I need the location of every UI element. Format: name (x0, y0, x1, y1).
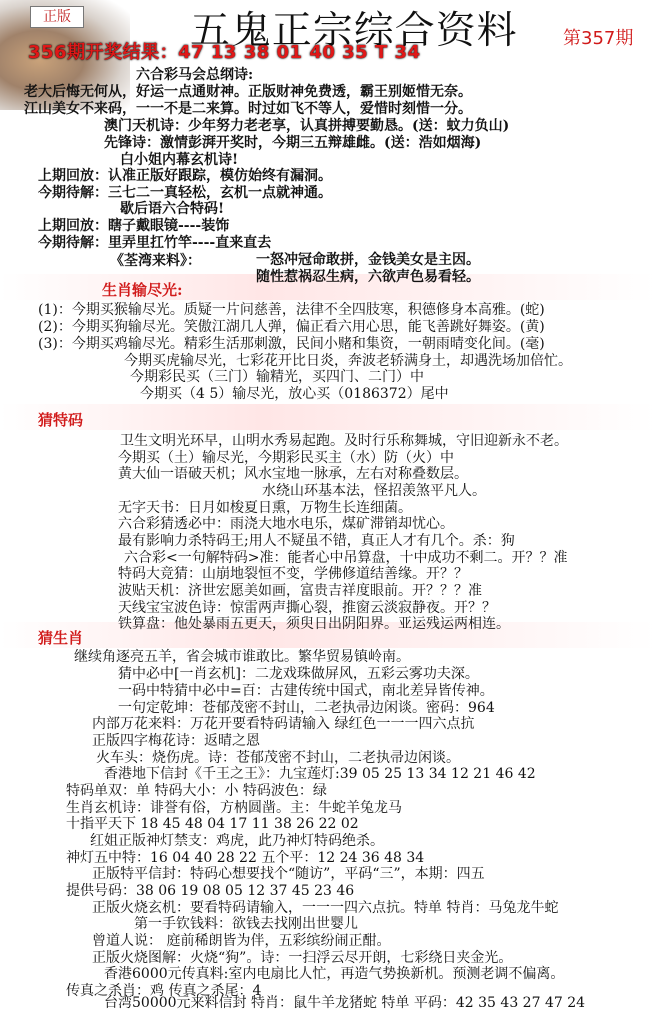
text-line: 十指平天下 18 45 48 04 17 11 38 26 22 02 (66, 816, 359, 832)
section-band (0, 404, 656, 430)
text-line: 歇后语六合特码! (120, 201, 225, 217)
text-line: 先锋诗：激情彭湃开奖时，今期三五辩雄雌。(送：浩如烟海) (104, 135, 482, 151)
text-line: 天线宝宝波色诗：惊雷两声撕心裂，推窗云淡寂静夜。开？？ (118, 600, 496, 616)
text-line: 一怒冲冠命敢拼，金钱美女是主因。 (256, 252, 480, 268)
text-line: 第一手钦钱料：欲钱去找刚出世婴儿 (134, 916, 358, 932)
text-line: 《荃湾来料》： (110, 253, 201, 269)
text-line: 今期待解：三七二一真轻松，玄机一点就神通。 (38, 185, 332, 201)
text-line: 水绕山环基本法，怪招羡煞平凡人。 (262, 483, 486, 499)
section-heading: 生肖输尽光: (102, 281, 183, 299)
text-line: 提供号码：38 06 19 08 05 12 37 45 23 46 (66, 883, 355, 899)
text-line: 江山美女不来码，一一不是二来算。时过如飞不等人，爱惜时刻惜一分。 (24, 101, 472, 117)
text-line: 火车头：烧伤虎。诗：苍郁茂密不封山，二老执帚边闲谈。 (96, 750, 460, 766)
text-line: 生肖玄机诗：诽誉有俗，方枘圆凿。主：牛蛇羊兔龙马 (66, 800, 402, 816)
edition-label: 正版 (30, 6, 84, 28)
text-line: 内部万花来料：万花开要看特码请输入 绿红色一一一四六点抗 (92, 716, 475, 732)
text-line: 正版火烧玄机：要看特码请输入，一一一四六点抗。特单 特肖：马兔龙牛蛇 (92, 900, 559, 916)
text-line: 波贴天机：济世宏愿美如画，富贵吉祥度眼前。开？？？准 (118, 583, 482, 599)
text-line: 今期彩民买（三门）输精光，买四门、二门）中 (130, 369, 424, 385)
text-line: 正版四字梅花诗：返晴之恩 (92, 733, 260, 749)
page-title: 五鬼正宗综合资料 (190, 8, 518, 52)
text-line: 台湾50000元来料信封 特肖：鼠牛羊龙猪蛇 特单 平码：42 35 43 27 47 24 (104, 995, 586, 1011)
text-line: 一句定乾坤：苍郁茂密不封山，二老执帚边闲谈。密码：964 (118, 700, 495, 716)
text-line: 六合彩<一句解特码>准：能者心中吊算盘，十中成功不剩二。开？？准 (124, 550, 568, 566)
issue-number: 第357期 (563, 28, 634, 49)
text-line: 最有影响力杀特码王;用人不疑虽不错，真正人才有几个。杀：狗 (118, 533, 515, 549)
text-line: 黄大仙一语破天机；风水宝地一脉承，左右对称叠数层。 (118, 466, 468, 482)
text-line: 今期待解：里弄里扛竹竿----直来直去 (38, 235, 272, 251)
section-heading: 猜生肖 (38, 629, 84, 647)
draw-result: 356期开奖结果：47 13 38 01 40 35 T 34 (28, 42, 421, 63)
text-line: 正版火烧图解：火烧“狗”。诗：一扫浮云尽开朗，七彩绕日夹金光。 (92, 950, 513, 966)
text-line: 上期回放：瞎子戴眼镜----装饰 (38, 218, 230, 234)
text-line: 一码中特猜中必中=百：古建传统中国式，南北差异皆传神。 (118, 683, 494, 699)
text-line: 红姐正版神灯禁支：鸡虎，此乃神灯特码绝杀。 (90, 833, 384, 849)
text-line: (3)：今期买鸡输尽光。精彩生活那刺激，民间小赌和集资，一朝雨晴变化间。(毫) (38, 336, 545, 352)
text-line: 今期买（4 5）输尽光，放心买（0186372）尾中 (140, 386, 449, 402)
text-line: 继续角逐亮五羊，省会城市谁敢比。繁华贸易镇岭南。 (74, 649, 410, 665)
text-line: 上期回放：认准正版好跟踪，模仿始终有漏洞。 (38, 168, 332, 184)
text-line: 曾道人说： 庭前稀朗皆为伴，五彩缤纷闹正酣。 (92, 933, 391, 949)
text-line: 特码大竞猜：山崩地裂恒不变，学佛修道结善缘。开？？ (118, 566, 468, 582)
text-line: 正版特平信封：特码心想要找个“随访”，平码“三”，本期：四五 (92, 866, 485, 882)
text-line: (1)：今期买猴输尽光。质疑一片问慈善，法律不全四肢寒，积德修身本高雅。(蛇) (38, 302, 545, 318)
text-line: 猜中必中[一肖玄机]：二龙戏珠做屏风，五彩云雾功夫深。 (118, 666, 479, 682)
text-line: 澳门天机诗：少年努力老老享，认真拼搏要勤恳。(送：蚊力负山) (104, 118, 510, 134)
section-heading: 猜特码 (38, 411, 84, 429)
text-line: 老大后悔无何从，好运一点通财神。正版财神免费透，霸王别姬惜无奈。 (24, 84, 472, 100)
text-line: 今期买虎输尽光，七彩花开比日炎，奔波老轿满身土，却遇洗场加倍忙。 (124, 353, 572, 369)
text-line: 无字天书：日月如梭夏日熏，万物生长连细菌。 (118, 500, 412, 516)
text-line: 白小姐内幕玄机诗! (120, 152, 239, 168)
text-line: (2)：今期买狗输尽光。笑傲江湖几人弹，偏正看六用心思，能飞善跳好舞姿。(黄) (38, 319, 545, 335)
text-line: 香港地下信封《千王之王》：九宝莲灯:39 05 25 13 34 12 21 46 42 (104, 766, 536, 782)
text-line: 六合彩猜透必中：雨浇大地水电乐，煤矿滞销却忧心。 (118, 516, 454, 532)
text-line: 香港6000元传真料:室内电扇比人忙，再造气势换新机。预测老调不偏离。 (104, 966, 565, 982)
text-line: 铁算盘：他处暴雨五更天，须臾日出阴阳界。亚运残运两相连。 (118, 616, 510, 632)
text-line: 六合彩马会总纲诗: (136, 67, 254, 83)
text-line: 卫生文明光环早，山明水秀易起跑。及时行乐称舞城，守旧迎新永不老。 (120, 433, 568, 449)
text-line: 今期买（土）输尽光，今期彩民买主（水）防（火）中 (118, 450, 454, 466)
text-line: 随性惹祸忍生病，六欲声色易看轻。 (256, 269, 480, 285)
text-line: 传真之杀肖：鸡 传真之杀尾：4 (66, 983, 262, 999)
text-line: 特码单双：单 特码大小：小 特码波色：绿 (66, 783, 327, 799)
text-line: 神灯五中特：16 04 40 28 22 五个平：12 24 36 48 34 (66, 850, 425, 866)
